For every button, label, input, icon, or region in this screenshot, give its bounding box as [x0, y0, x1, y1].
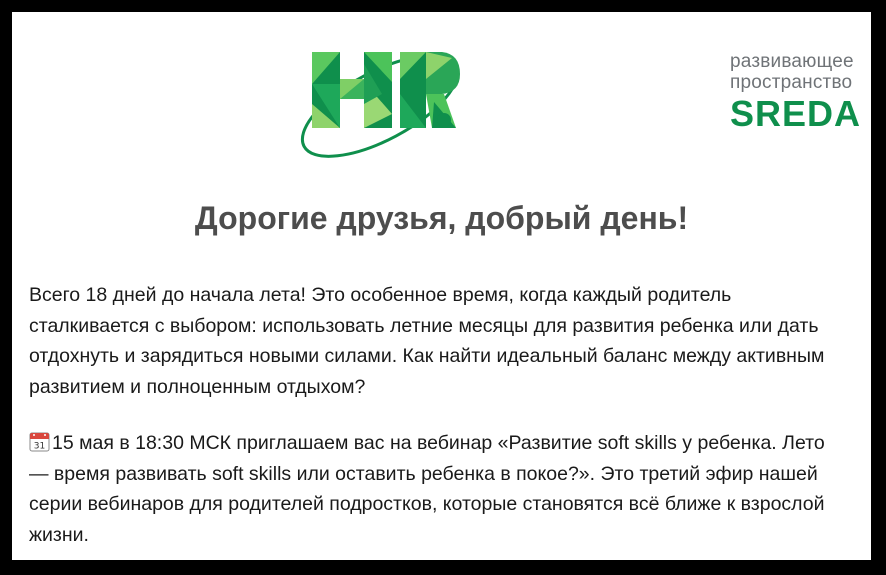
intro-paragraph: Всего 18 дней до начала лета! Это особенное время, когда каждый родитель сталкивается с выбором: использовать летние месяцы для развития ребенка или дать отдохнуть и зарядиться новыми силами. Как найти идеальный баланс между активным развитием и полноценным отдыхом? — [29, 284, 825, 398]
hr-sreda-logo[interactable] — [282, 24, 862, 174]
email-body — [12, 12, 871, 560]
logo-mark-icon — [282, 24, 627, 174]
logo-tagline-line-1: развивающее — [730, 51, 854, 72]
webinar-paragraph — [29, 428, 849, 550]
webinar-paragraph-text: 15 мая в 18:30 МСК приглашаем вас на вебинар «Развитие soft skills у ребенка. Лето — время развивать soft skills или оставить ребенка в покое?». Это третий эфир нашей серии вебинаров для родителей подростков, которые становятся всё ближе к взрослой жизни. — [29, 432, 825, 546]
logo-tagline — [730, 51, 854, 93]
logo-tagline-line-2: пространство — [730, 72, 853, 93]
greeting-headline: Дорогие друзья, добрый день! — [194, 200, 689, 236]
calendar-icon — [29, 431, 50, 452]
calendar-icon-day: 31 — [33, 441, 46, 452]
logo-brand-name: SREDA — [730, 93, 862, 134]
